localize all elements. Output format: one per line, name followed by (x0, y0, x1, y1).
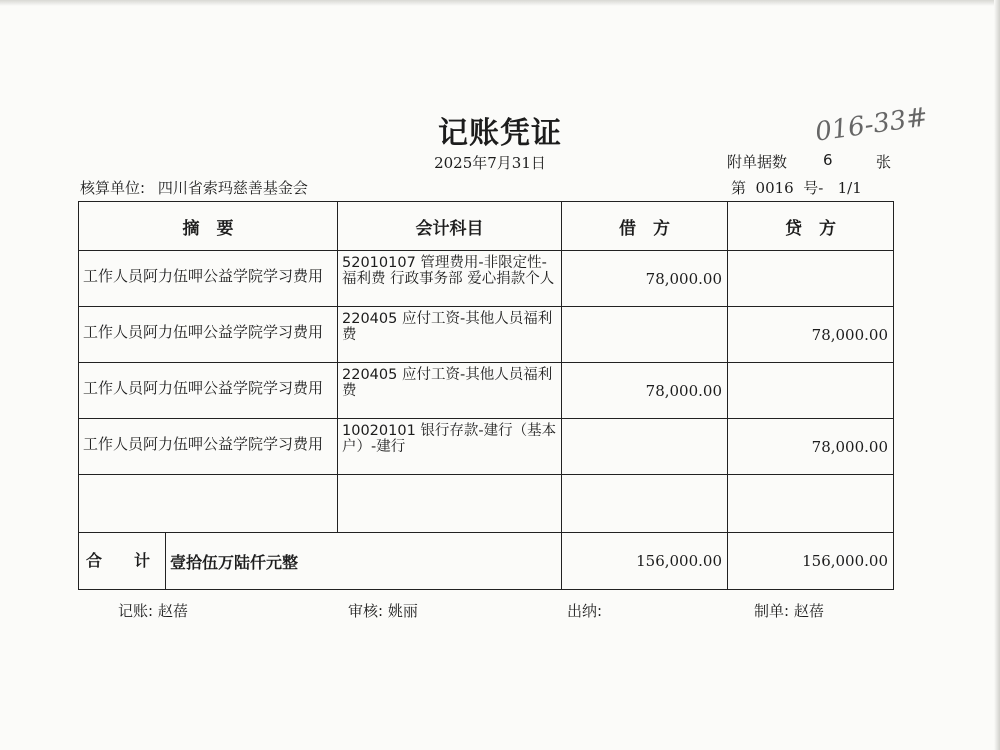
row-debit (562, 307, 728, 363)
row-account: 220405 应付工资-其他人员福利费 (338, 363, 562, 419)
total-debit: 156,000.00 (562, 533, 728, 590)
reviewer: 审核: 姚丽 (348, 602, 418, 620)
row-debit: 78,000.00 (562, 251, 728, 307)
unit-label: 核算单位: (80, 179, 146, 197)
row-summary: 工作人员阿力伍呷公益学院学习费用 (79, 363, 338, 419)
scan-edge (0, 0, 1000, 6)
accounting-unit (80, 177, 308, 198)
total-row (79, 533, 894, 590)
voucher-number: 第 0016 号- 1/1 (731, 179, 862, 197)
row-credit: 78,000.00 (728, 307, 894, 363)
row-account: 220405 应付工资-其他人员福利费 (338, 307, 562, 363)
voucher-title: 记账凭证 (438, 116, 562, 151)
attachment-unit: 张 (876, 153, 892, 171)
table-row (79, 363, 894, 419)
table-row (79, 419, 894, 475)
voucher-table (78, 201, 894, 590)
row-account: 10020101 银行存款-建行（基本户）-建行 (338, 419, 562, 475)
row-debit (562, 419, 728, 475)
table-row (79, 307, 894, 363)
total-label: 合 计 (79, 533, 166, 589)
voucher-date: 2025年7月31日 (434, 154, 546, 172)
row-credit: 78,000.00 (728, 419, 894, 475)
row-debit: 78,000.00 (562, 363, 728, 419)
attachment-info (727, 151, 892, 172)
unit-name: 四川省索玛慈善基金会 (157, 179, 308, 197)
table-row-empty (79, 475, 894, 533)
row-credit (728, 251, 894, 307)
header-debit: 借 方 (562, 202, 728, 251)
attachment-count: 6 (823, 151, 833, 169)
row-summary: 工作人员阿力伍呷公益学院学习费用 (79, 251, 338, 307)
preparer: 制单: 赵蓓 (754, 602, 824, 620)
row-summary: 工作人员阿力伍呷公益学院学习费用 (79, 307, 338, 363)
attachment-label: 附单据数 (727, 153, 788, 171)
header-account: 会计科目 (338, 202, 562, 251)
row-summary: 工作人员阿力伍呷公益学院学习费用 (79, 419, 338, 475)
table-row (79, 251, 894, 307)
header-summary: 摘 要 (79, 202, 338, 251)
row-credit (728, 363, 894, 419)
header-credit: 贷 方 (728, 202, 894, 251)
row-account: 52010107 管理费用-非限定性-福利费 行政事务部 爱心捐款个人 (338, 251, 562, 307)
total-amount-words: 壹拾伍万陆仟元整 (170, 552, 299, 572)
bookkeeper: 记账: 赵蓓 (118, 602, 188, 620)
total-credit: 156,000.00 (728, 533, 894, 590)
cashier: 出纳: (567, 602, 603, 620)
handwritten-note: 016-33# (813, 102, 930, 148)
